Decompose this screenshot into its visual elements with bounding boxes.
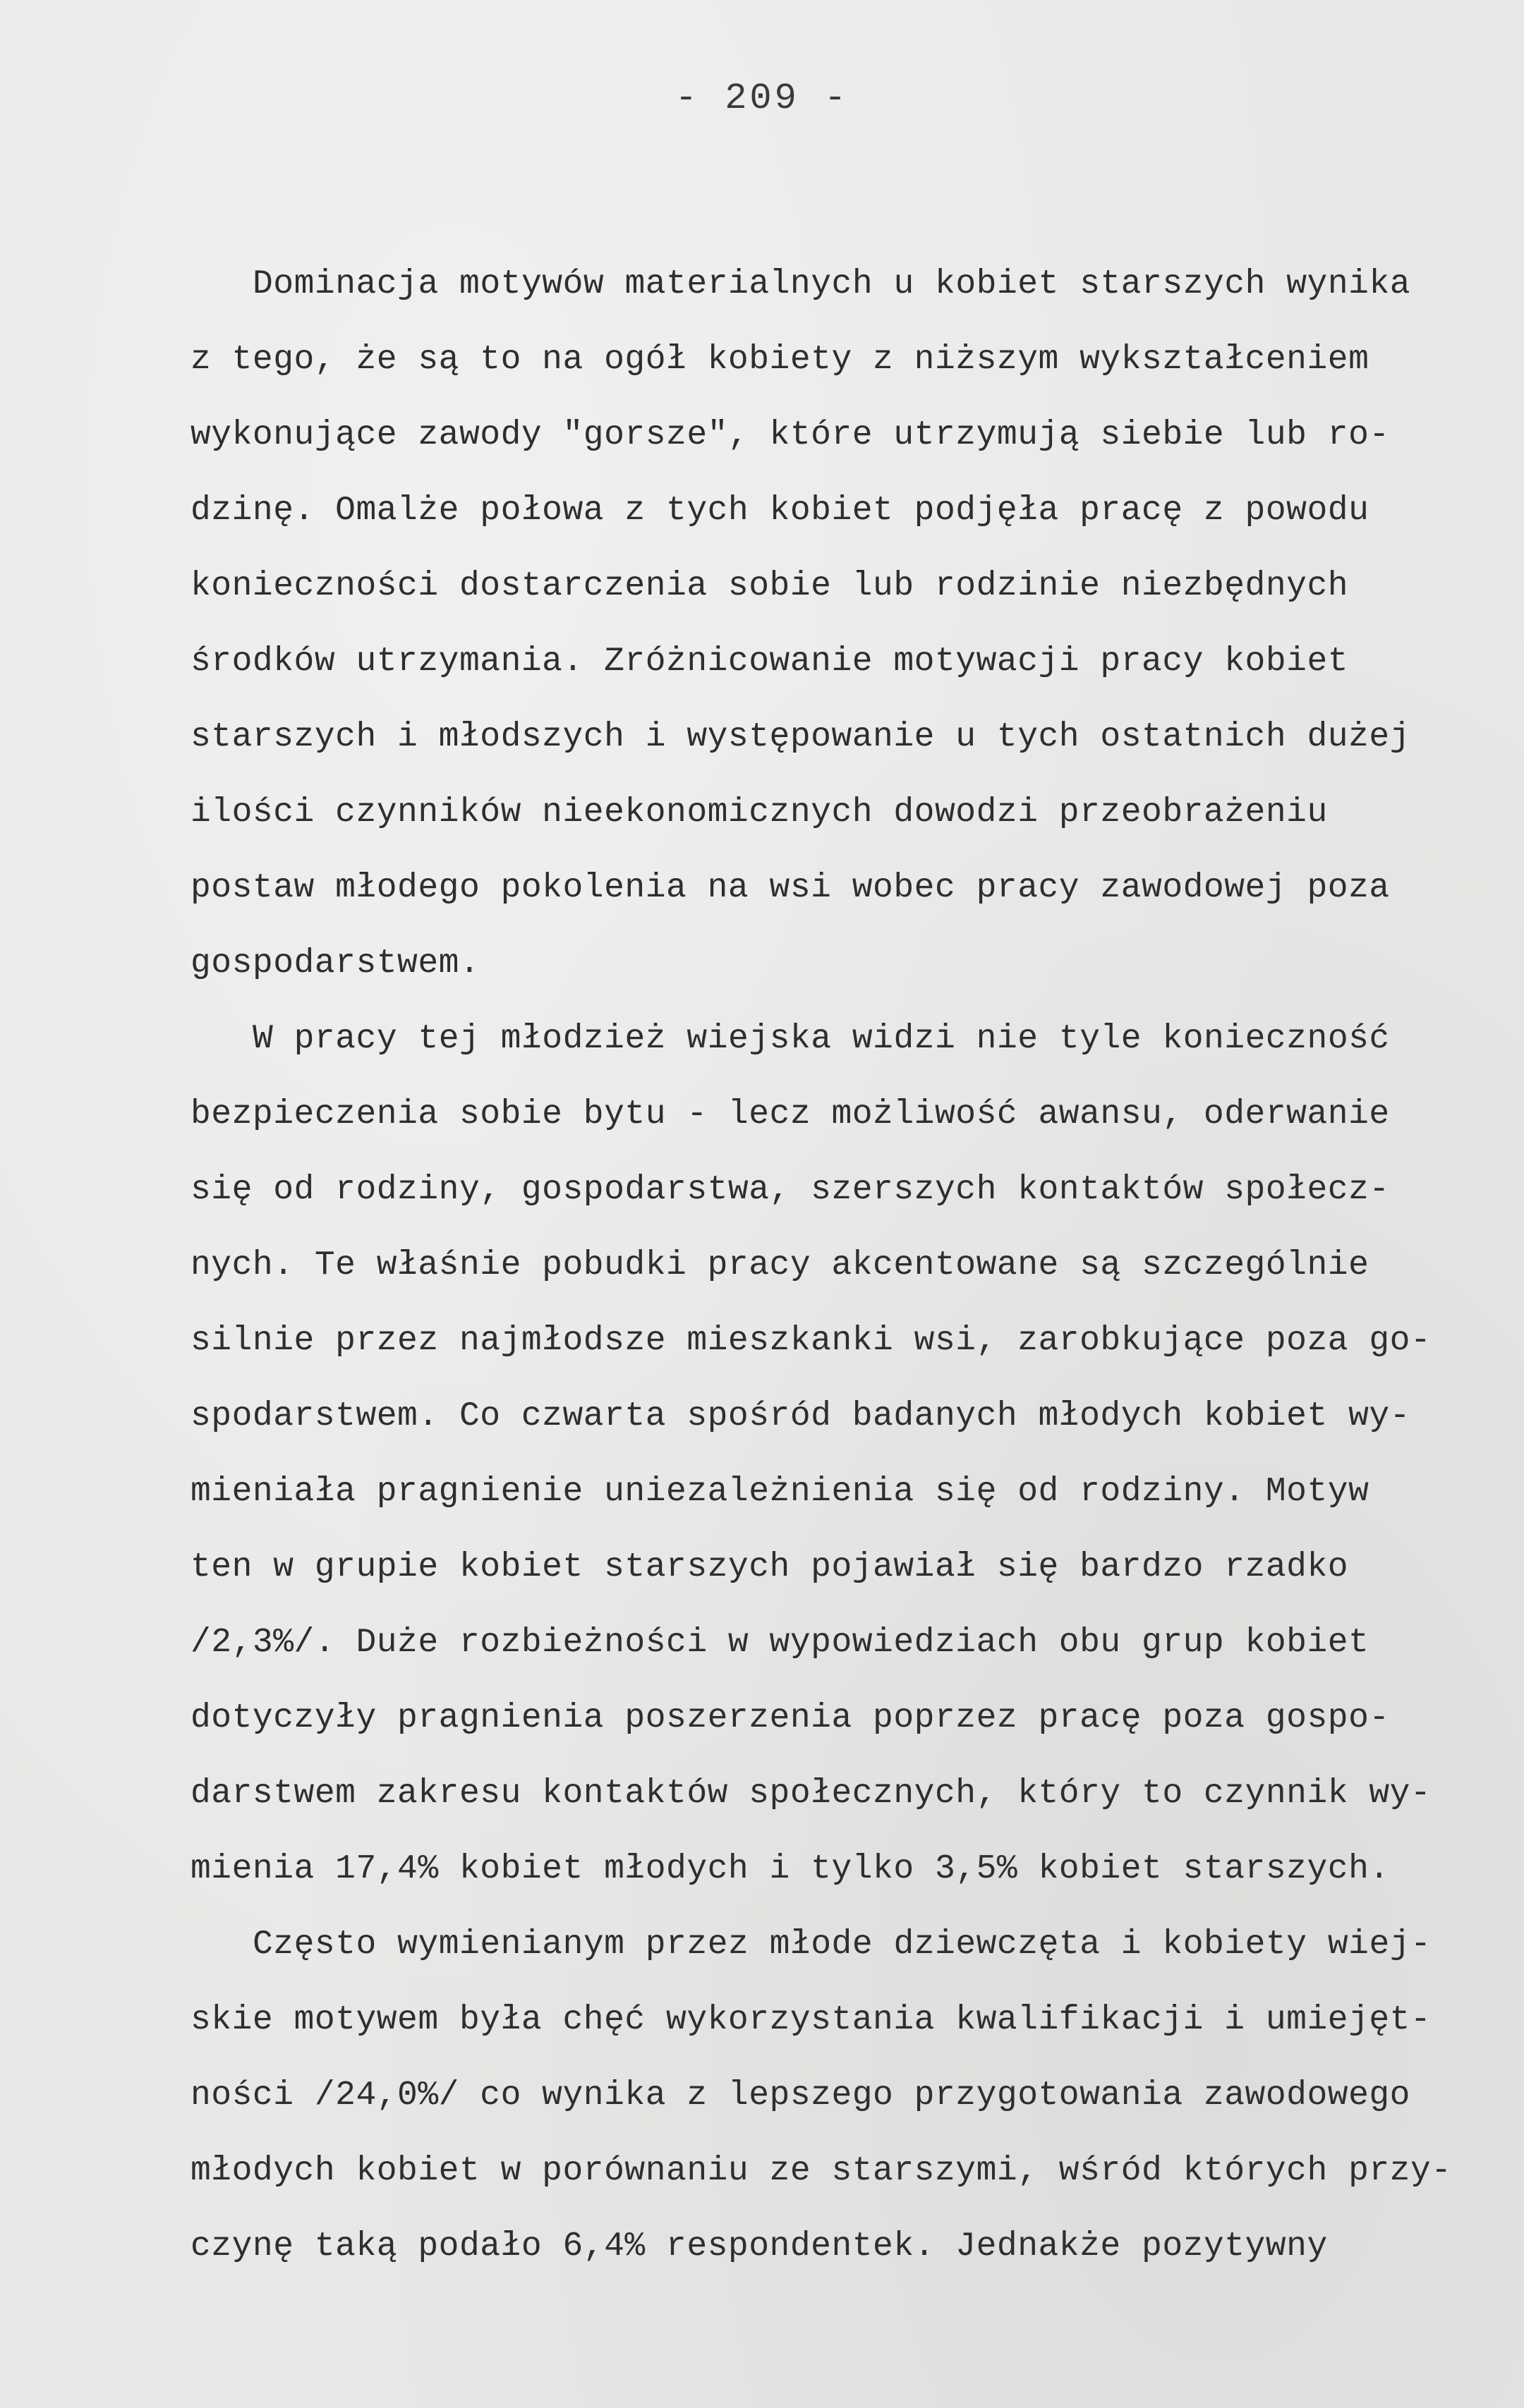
- text-line: nych. Te właśnie pobudki pracy akcentowane są szczególnie: [190, 1246, 1369, 1284]
- text-line: silnie przez najmłodsze mieszkanki wsi, zarobkujące poza go-: [190, 1322, 1432, 1360]
- text-line: mienia 17,4% kobiet młodych i tylko 3,5% kobiet starszych.: [190, 1850, 1390, 1888]
- text-line: skie motywem była chęć wykorzystania kwalifikacji i umiejęt-: [190, 2001, 1432, 2039]
- text-line: czynę taką podało 6,4% respondentek. Jednakże pozytywny: [190, 2227, 1328, 2266]
- text-line: /2,3%/. Duże rozbieżności w wypowiedziach obu grup kobiet: [190, 1624, 1369, 1662]
- text-line: wykonujące zawody "gorsze", które utrzymują siebie lub ro-: [190, 416, 1390, 454]
- text-line: Dominacja motywów materialnych u kobiet starszych wynika: [253, 265, 1411, 303]
- text-line: z tego, że są to na ogół kobiety z niższym wykształceniem: [190, 341, 1369, 379]
- text-line: bezpieczenia sobie bytu - lecz możliwość awansu, oderwanie: [190, 1095, 1390, 1133]
- text-line: W pracy tej młodzież wiejska widzi nie tyle konieczność: [253, 1020, 1390, 1058]
- text-line: starszych i młodszych i występowanie u tych ostatnich dużej: [190, 718, 1410, 756]
- text-line: spodarstwem. Co czwarta spośród badanych młodych kobiet wy-: [190, 1397, 1410, 1435]
- text-line: młodych kobiet w porównaniu ze starszymi, wśród których przy-: [190, 2152, 1452, 2190]
- text-line: gospodarstwem.: [190, 944, 480, 983]
- text-line: konieczności dostarczenia sobie lub rodzinie niezbędnych: [190, 567, 1349, 605]
- text-line: ności /24,0%/ co wynika z lepszego przygotowania zawodowego: [190, 2076, 1410, 2115]
- text-line: Często wymienianym przez młode dziewczęta i kobiety wiej-: [253, 1926, 1432, 1964]
- text-line: dzinę. Omalże połowa z tych kobiet podjęła pracę z powodu: [190, 492, 1369, 530]
- text-line: ilości czynników nieekonomicznych dowodzi przeobrażeniu: [190, 793, 1328, 832]
- body-text: [190, 247, 1489, 2285]
- text-line: środków utrzymania. Zróżnicowanie motywacji pracy kobiet: [190, 643, 1349, 681]
- text-line: postaw młodego pokolenia na wsi wobec pracy zawodowej poza: [190, 869, 1390, 907]
- text-line: się od rodziny, gospodarstwa, szerszych kontaktów społecz-: [190, 1171, 1390, 1209]
- text-line: dotyczyły pragnienia poszerzenia poprzez pracę poza gospo-: [190, 1699, 1390, 1737]
- text-line: ten w grupie kobiet starszych pojawiał się bardzo rzadko: [190, 1548, 1349, 1586]
- text-line: mieniała pragnienie uniezależnienia się od rodziny. Motyw: [190, 1473, 1369, 1511]
- text-line: darstwem zakresu kontaktów społecznych, który to czynnik wy-: [190, 1775, 1432, 1813]
- page-number: - 209 -: [675, 78, 849, 119]
